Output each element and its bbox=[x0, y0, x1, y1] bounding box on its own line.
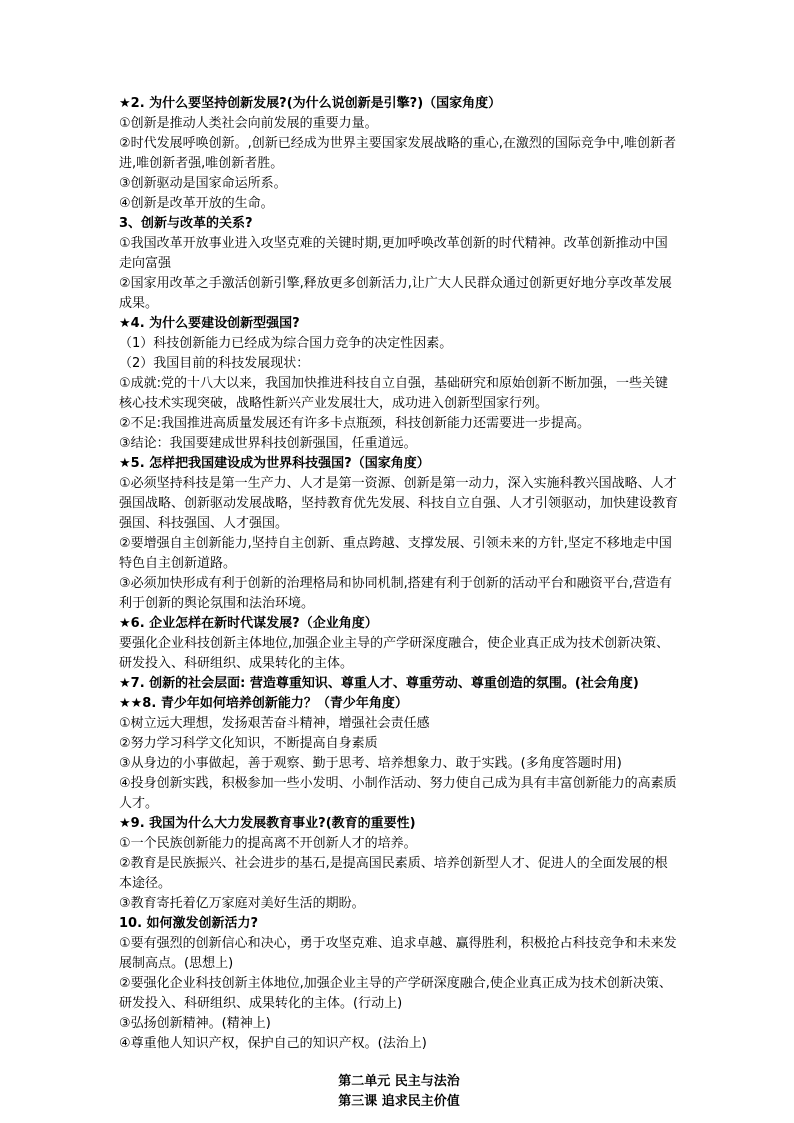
section-3-heading: 3、创新与改革的关系? bbox=[119, 216, 253, 231]
section-spacer bbox=[119, 1054, 679, 1072]
s10-item-2: ②要强化企业科技创新主体地位,加强企业主导的产学研深度融合,使企业真正成为技术创新决策、研发投入、科研组织、成果转化的主体。(行动上) bbox=[119, 976, 672, 1011]
s4-item-3: ①成就:党的十八大以来，我国加快推进科技自立自强，基础研究和原始创新不断加强，一些关键核心技术实现突破，战略性新兴产业发展壮大，成功进入创新型国家行列。 bbox=[119, 376, 669, 411]
s9-item-2: ②教育是民族振兴、社会进步的基石,是提高国民素质、培养创新型人才、促进人的全面发展的根本途径。 bbox=[119, 856, 668, 891]
s8-item-3: ③从身边的小事做起，善于观察、勤于思考、培养想象力、敢于实践。(多角度答题时用) bbox=[119, 756, 622, 771]
section-4-heading: ★4. 为什么要建设创新型强国? bbox=[119, 316, 300, 331]
s3-item-1: ①我国改革开放事业进入攻坚克难的关键时期,更加呼唤改革创新的时代精神。改革创新推动中国走向富强 bbox=[119, 236, 668, 271]
section-9-heading: ★9. 我国为什么大力发展教育事业?(教育的重要性) bbox=[119, 816, 416, 831]
section-5-heading: ★5. 怎样把我国建设成为世界科技强国?（国家角度） bbox=[119, 456, 430, 471]
s10-item-1: ①要有强烈的创新信心和决心，勇于攻坚克难、追求卓越、赢得胜利，积极抢占科技竞争和未来发展制高点。(思想上) bbox=[119, 936, 677, 971]
s5-item-1: ①必须坚持科技是第一生产力、人才是第一资源、创新是第一动力，深入实施科教兴国战略、人才强国战略、创新驱动发展战略，坚持教育优先发展、科技自立自强、人才引领驱动，加快建设教育强国、科技强国、人才强国。 bbox=[119, 476, 679, 531]
s4-item-2: （2）我国目前的科技发展现状： bbox=[119, 356, 310, 371]
s8-item-2: ②努力学习科学文化知识，不断提高自身素质 bbox=[119, 736, 378, 751]
section-10-heading: 10. 如何激发创新活力? bbox=[119, 916, 259, 931]
s8-item-4: ④投身创新实践，积极参加一些小发明、小制作活动、努力使自己成为具有丰富创新能力的高素质人才。 bbox=[119, 776, 677, 811]
s4-item-5: ③结论：我国要建成世界科技创新强国，任重道远。 bbox=[119, 436, 417, 451]
s2-item-3: ③创新驱动是国家命运所系。 bbox=[119, 176, 287, 191]
s5-item-2: ②要增强自主创新能力,坚持自主创新、重点跨越、支撑发展、引领未来的方针,坚定不移地走中国特色自主创新道路。 bbox=[119, 536, 672, 571]
s2-item-4: ④创新是改革开放的生命。 bbox=[119, 196, 274, 211]
s3-item-2: ②国家用改革之手激活创新引擎,释放更多创新活力,让广大人民群众通过创新更好地分享改革发展成果。 bbox=[119, 276, 672, 311]
lesson-title: 第三课 追求民主价值 bbox=[338, 1094, 460, 1109]
s8-item-1: ①树立远大理想，发扬艰苦奋斗精神，增强社会责任感 bbox=[119, 716, 430, 731]
section-8-heading: ★★8. 青少年如何培养创新能力？（青少年角度） bbox=[119, 696, 408, 711]
s4-item-1: （1）科技创新能力已经成为综合国力竞争的决定性因素。 bbox=[119, 336, 453, 351]
s9-item-3: ③教育寄托着亿万家庭对美好生活的期盼。 bbox=[119, 896, 365, 911]
s9-item-1: ①一个民族创新能力的提高离不开创新人才的培养。 bbox=[119, 836, 417, 851]
s4-item-4: ②不足:我国推进高质量发展还有许多卡点瓶颈，科技创新能力还需要进一步提高。 bbox=[119, 416, 591, 431]
s10-item-4: ④尊重他人知识产权，保护自己的知识产权。(法治上) bbox=[119, 1036, 427, 1051]
document-page bbox=[119, 94, 679, 1112]
s6-item-1: 要强化企业科技创新主体地位,加强企业主导的产学研深度融合，使企业真正成为技术创新决策、研发投入、科研组织、成果转化的主体。 bbox=[119, 636, 670, 671]
section-6-heading: ★6. 企业怎样在新时代谋发展?（企业角度） bbox=[119, 616, 378, 631]
section-2-heading: ★2. 为什么要坚持创新发展?(为什么说创新是引擎?)（国家角度） bbox=[119, 96, 502, 111]
unit-title: 第二单元 民主与法治 bbox=[338, 1074, 460, 1089]
s10-item-3: ③弘扬创新精神。(精神上) bbox=[119, 1016, 271, 1031]
s5-item-3: ③必须加快形成有利于创新的治理格局和协同机制,搭建有利于创新的活动平台和融资平台,营造有利于创新的舆论氛围和法治环境。 bbox=[119, 576, 672, 611]
s2-item-1: ①创新是推动人类社会向前发展的重要力量。 bbox=[119, 116, 378, 131]
section-7-heading: ★7. 创新的社会层面: 营造尊重知识、尊重人才、尊重劳动、尊重创造的氛围。(社会角度) bbox=[119, 676, 639, 691]
s2-item-2: ②时代发展呼唤创新。,创新已经成为世界主要国家发展战略的重心,在激烈的国际竞争中,唯创新者进,唯创新者强,唯创新者胜。 bbox=[119, 136, 677, 171]
